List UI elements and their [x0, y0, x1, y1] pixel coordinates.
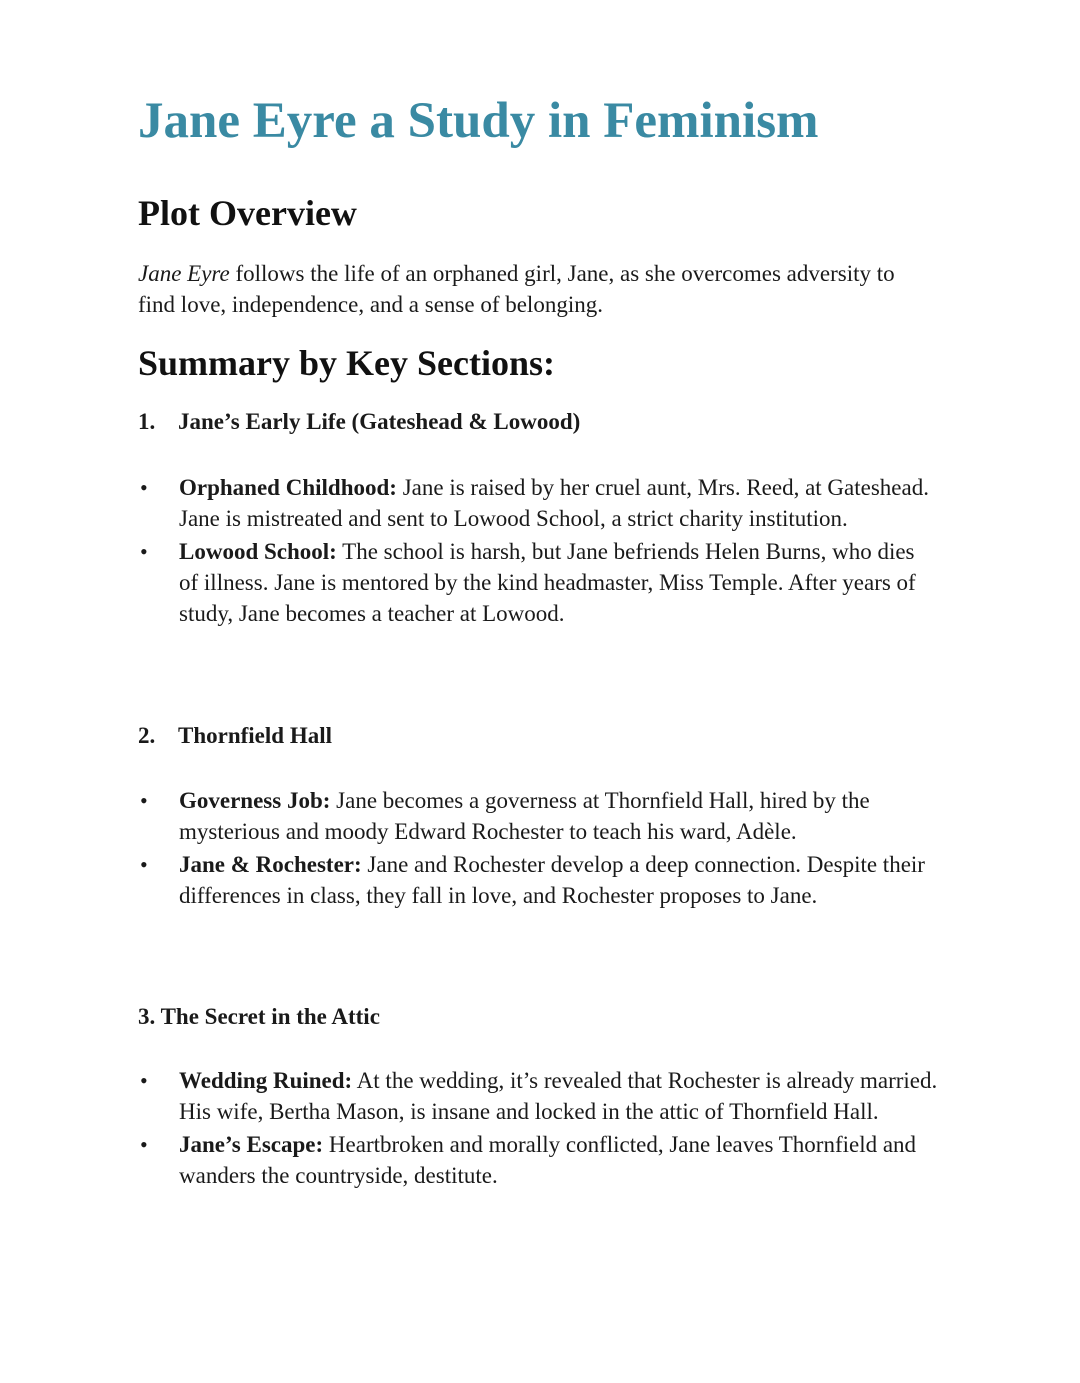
summary-heading: Summary by Key Sections:	[138, 343, 555, 383]
bullet-label: Jane’s Escape:	[179, 1132, 324, 1157]
bullet-icon: •	[140, 539, 148, 564]
section-heading	[138, 407, 580, 437]
list-item	[138, 536, 938, 629]
list-item	[138, 1129, 938, 1191]
bullet-label: Orphaned Childhood:	[179, 475, 397, 500]
section-number: 2.	[138, 723, 156, 748]
bullet-text: Heartbroken and morally conflicted, Jane leaves Thornfield and wanders the countryside, destitute.	[179, 1132, 917, 1188]
plot-overview-heading: Plot Overview	[138, 193, 357, 233]
section-number: 1.	[138, 409, 156, 434]
bullet-icon: •	[140, 852, 148, 877]
document-title: Jane Eyre a Study in Feminism	[138, 93, 819, 149]
bullet-text: Jane and Rochester develop a deep connection. Despite their differences in class, they fall in love, and Rochester proposes to Jane.	[179, 852, 925, 908]
list-item	[138, 849, 938, 911]
bullet-label: Wedding Ruined:	[179, 1068, 353, 1093]
book-title-italic: Jane Eyre	[138, 261, 230, 286]
bullet-text: At the wedding, it’s revealed that Rochester is already married. His wife, Bertha Mason, is insane and locked in the attic of Thornfield Hall.	[179, 1068, 938, 1124]
list-item	[138, 785, 938, 847]
bullet-text: The school is harsh, but Jane befriends Helen Burns, who dies of illness. Jane is mentored by the kind headmaster, Miss Temple. After years of study, Jane becomes a teacher at Lowood.	[179, 539, 916, 626]
plot-overview-paragraph	[138, 258, 918, 320]
section-heading	[138, 721, 332, 751]
intro-text: follows the life of an orphaned girl, Jane, as she overcomes adversity to find love, independence, and a sense of belonging.	[138, 261, 895, 317]
section-title: Jane’s Early Life (Gateshead & Lowood)	[178, 409, 581, 434]
section-number: 3.	[138, 1004, 156, 1029]
bullet-icon: •	[140, 1132, 148, 1157]
section-title: Thornfield Hall	[178, 723, 332, 748]
bullet-icon: •	[140, 788, 148, 813]
bullet-text: Jane becomes a governess at Thornfield Hall, hired by the mysterious and moody Edward Rochester to teach his ward, Adèle.	[179, 788, 870, 844]
bullet-text: Jane is raised by her cruel aunt, Mrs. Reed, at Gateshead. Jane is mistreated and sent to Lowood School, a strict charity institution.	[179, 475, 929, 531]
bullet-label: Lowood School:	[179, 539, 337, 564]
list-item	[138, 472, 938, 534]
section-heading	[138, 1002, 380, 1032]
section-bullet-list	[138, 785, 938, 913]
bullet-label: Governess Job:	[179, 788, 331, 813]
bullet-icon: •	[140, 475, 148, 500]
section-bullet-list	[138, 1065, 938, 1193]
bullet-label: Jane & Rochester:	[179, 852, 362, 877]
bullet-icon: •	[140, 1068, 148, 1093]
list-item	[138, 1065, 938, 1127]
section-title: The Secret in the Attic	[160, 1004, 380, 1029]
section-bullet-list	[138, 472, 938, 631]
